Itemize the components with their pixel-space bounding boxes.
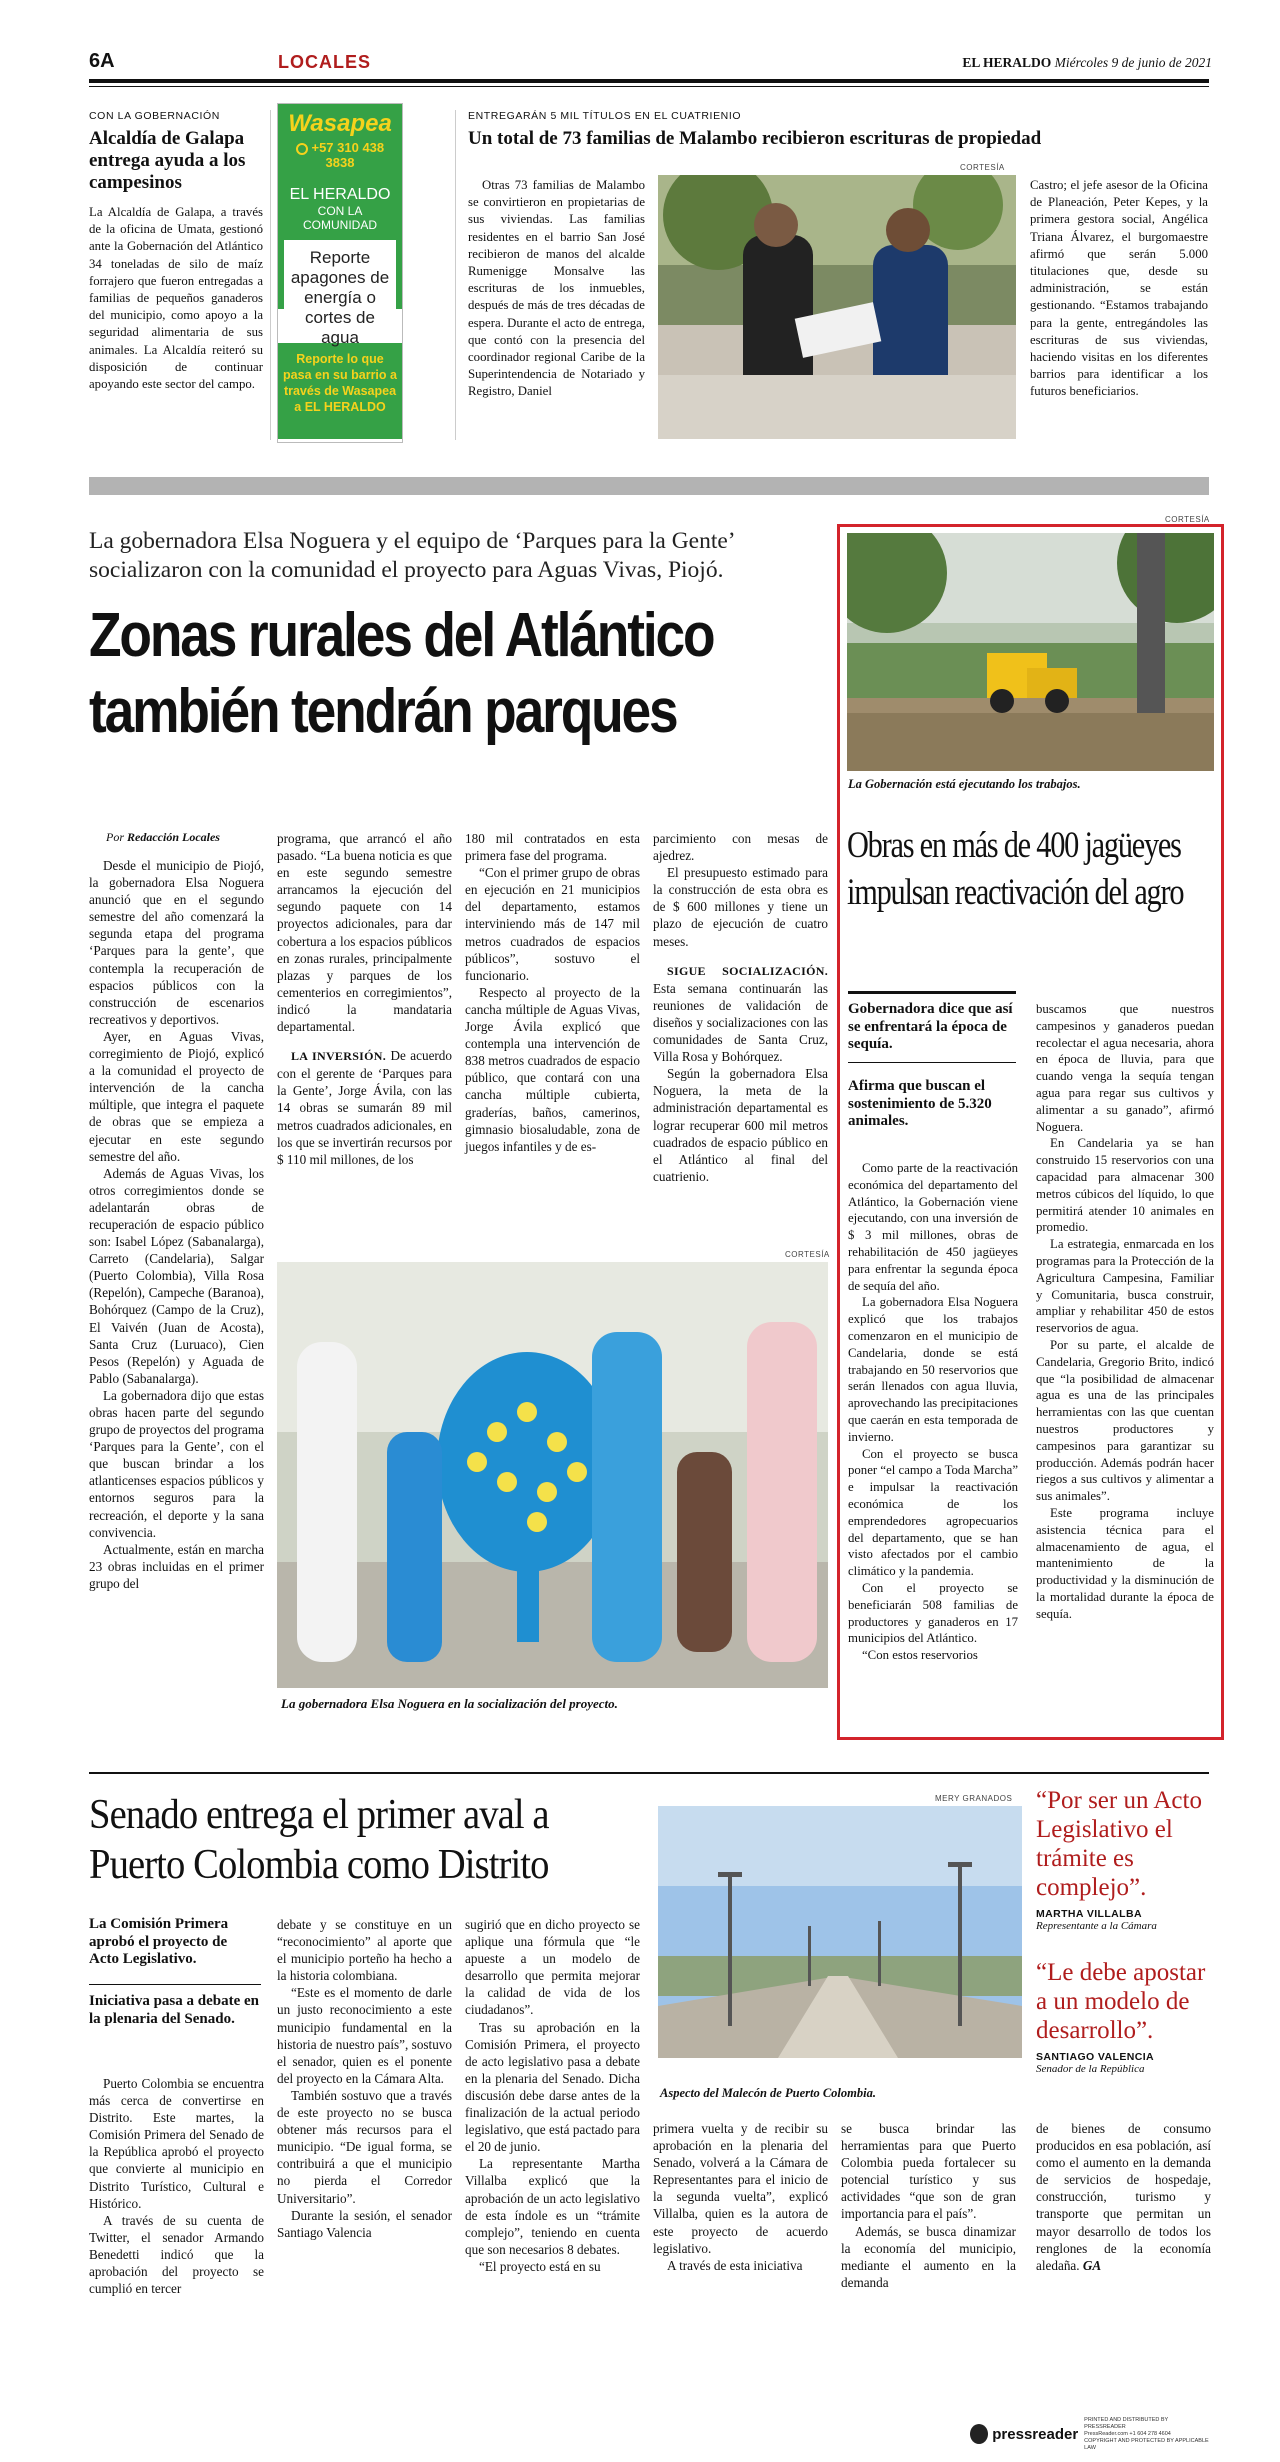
parques-col1-p: Desde el municipio de Piojó, la gobernadora Elsa Noguera anunció que en el segundo semestre del año comenzará la segunda etapa del programa ‘Parques para la gente’, que contempla la recuperación de espacios públicos con la construcción de escenarios recreativos y deportivos. [89, 858, 264, 1027]
pullquote-2 [1036, 1958, 1211, 2075]
newspaper-name: EL HERALDO [962, 55, 1052, 70]
header-rule-thin [89, 86, 1209, 87]
senado-photo-credit: MERY GRANADOS [935, 1794, 1013, 1803]
agro-photo [847, 533, 1214, 771]
byline-prefix: Por [106, 830, 124, 844]
section-separator-bar [89, 477, 1209, 495]
agro-col2-p: En Candelaria ya se han construido 15 reservorios con una capacidad para almacenar 300 metros cúbicos del líquido, lo que permitirá atender 10 animales en promedio. [1036, 1136, 1214, 1235]
galapa-kicker: CON LA GOBERNACIÓN [89, 110, 220, 122]
agro-col1-p: Con el proyecto se beneficiarán 508 familias de productores y ganaderos en 17 municipios del Atlántico. [848, 1580, 1018, 1646]
whatsapp-icon [296, 143, 308, 155]
agro-col1-p: “Con estos reservorios [862, 1648, 978, 1663]
parques-photo [277, 1262, 828, 1688]
bottom-section-rule [89, 1772, 1209, 1774]
parques-col2-subhead: LA INVERSIÓN. [291, 1049, 387, 1064]
parques-col1-p: La gobernadora dijo que estas obras hacen parte del segundo grupo de proyectos del programa ‘Parques para la Gente’, con el que buscan brindar a los atlanticenses espacios públicos y entornos seguros para la recreación, el deporte y la sana convivencia. [89, 1387, 264, 1540]
senado-summary2: Iniciativa pasa a debate en la plenaria del Senado. [89, 1993, 260, 2027]
wasapea-body: Reporte apagones de energía o cortes de agua [284, 240, 396, 338]
senado-headline: Senado entrega el primer aval a Puerto Colombia como Distrito [89, 1792, 549, 1888]
senado-col1-p: A través de su cuenta de Twitter, el senador Armando Benedetti indicó que la aprobación del proyecto se cumplió en tercer [89, 2212, 264, 2297]
agro-summary-top-rule [848, 991, 1016, 994]
malambo-photo [658, 175, 1016, 439]
parques-col1-p: Además de Aguas Vivas, los otros corregimientos donde se adelantarán obras de recuperación de espacio público son: Isabel López (Sabanalarga), Carreto (Candelaria), Salgar (Puerto Colombia), Villa Rosa (Repelón), Campeche (Baranoa), Bohórquez (Campo de la Cruz), El Vaivén (Juan de Acosta), Santa Cruz (Luruaco), Cien Pesos (Repelón) y Aguada de Pablo (Sabanalarga). [89, 1165, 264, 1386]
wasapea-banner [278, 104, 402, 347]
wasapea-phone [284, 140, 396, 170]
senado-signature: GA [1082, 2257, 1102, 2273]
senado-col3-p: Tras su aprobación en la Comisión Primera, el proyecto de acto legislativo pasa a debate en la plenaria del Senado. Dicha discusión debe darse antes de la finalización de la actual periodo legislativo, que está pactado para el 20 de junio. [465, 2019, 640, 2155]
parques-col4-sub-text: Esta semana continuarán las reuniones de validación de diseños y socializaciones con las comunidades de Santa Cruz, Villa Rosa y Bohórquez. [653, 980, 828, 1065]
malambo-article [468, 110, 1208, 150]
malambo-headline: Un total de 73 familias de Malambo recibieron escrituras de propiedad [468, 128, 1042, 149]
parques-col2-sub-paragraph [277, 1047, 452, 1168]
senado-col2-p: Durante la sesión, el senador Santiago Valencia [277, 2207, 452, 2240]
pullquote-1-name: MARTHA VILLALBA [1036, 1908, 1142, 1920]
galapa-article [89, 110, 263, 393]
parques-col3-p: “Con el primer grupo de obras en ejecución en 21 municipios del departamento, estamos interviniendo más de 147 mil metros cuadrados de espacios públicos”, sostuvo el funcionario. [465, 865, 640, 983]
agro-credit: CORTESÍA [1165, 515, 1210, 524]
issue-date: Miércoles 9 de junio de 2021 [1054, 55, 1212, 70]
pullquote-1 [1036, 1786, 1211, 1932]
agro-summary2: Afirma que buscan el sostenimiento de 5.320 animales. [848, 1078, 992, 1129]
malambo-col1 [468, 177, 645, 401]
agro-headline: Obras en más de 400 jagüeyes impulsan reactivación del agro [847, 825, 1184, 913]
agro-summary-mid-rule [848, 1062, 1016, 1063]
parques-col1-p: Actualmente, están en marcha 23 obras incluidas en el primer grupo del [89, 1541, 264, 1591]
senado-summary1: La Comisión Primera aprobó el proyecto de Acto Legislativo. [89, 1916, 229, 1967]
parques-headline: Zonas rurales del Atlántico también tendrán parques [89, 601, 714, 746]
parques-col4-p: Según la gobernadora Elsa Noguera, la meta de la administración departamental es lograr recuperar 600 mil metros cuadrados de espacio público en el Atlántico al final del cuatrienio. [653, 1066, 828, 1184]
parques-photo-caption: La gobernadora Elsa Noguera en la socialización del proyecto. [281, 1696, 618, 1711]
senado-col2-p: debate y se constituye en un “reconocimiento” al aporte que el municipio porteño ha hecho a la historia colombiana. [277, 1917, 452, 1984]
wasapea-brand: Wasapea [288, 110, 392, 137]
parques-photo-credit: CORTESÍA [785, 1250, 830, 1259]
senado-col2-p: “Este es el momento de darle un justo reconocimiento a este municipio fundamental en la historia de nuestro país”, sostuvo el senador, quien es el ponente del proyecto en la Cámara Alta. [277, 1985, 452, 2086]
agro-col2-p: Este programa incluye asistencia técnica para el almacenamiento de agua, el mantenimiento de la productividad y la disminución de la mortalidad durante la época de sequía. [1036, 1505, 1214, 1621]
pullquote-2-name: SANTIAGO VALENCIA [1036, 2051, 1155, 2063]
senado-col4-p: primera vuelta y de recibir su aprobación en la plenaria del Senado, volverá a la Cámara de Representantes para el inicio de la segunda vuelta”, explicó Villalba, quien es la autora de este proyecto de acuerdo legislativo. [653, 2121, 828, 2256]
parques-col4-subhead: SIGUE SOCIALIZACIÓN. [667, 963, 828, 978]
wasapea-ad[interactable] [277, 103, 403, 443]
top-column-divider-2 [455, 110, 456, 440]
pressreader-brand: pressreader [992, 2425, 1079, 2443]
wasapea-cta: Reporte lo que pasa en su barrio a través de Wasapea a EL HERALDO [278, 343, 402, 439]
parques-deck: La gobernadora Elsa Noguera y el equipo de ‘Parques para la Gente’ socializaron con la comunidad el proyecto para Aguas Vivas, Piojó. [89, 528, 734, 583]
parques-col4 [653, 830, 828, 1185]
senado-col3-p: La representante Martha Villalba explicó que la aprobación de un acto legislativo de esta índole es un “trámite complejo”, teniendo en cuenta que son necesarios 8 debates. [465, 2156, 640, 2257]
wasapea-phone-number: +57 310 438 3838 [311, 140, 385, 170]
senado-col4 [653, 2120, 828, 2274]
top-column-divider-1 [270, 110, 271, 440]
parques-col2-p: programa, que arrancó el año pasado. “La buena noticia es que en este segundo semestre arrancamos la ejecución del segundo paquete con 14 proyectos adicionales, para dar cobertura a los espacios públicos en zonas rurales, principalmente plazas y parques de los cementerios en corregimientos”, indicó la mandataria departamental. [277, 831, 452, 1035]
senado-col5 [841, 2120, 1016, 2291]
parques-col2-sub-text: De acuerdo con el gerente de ‘Parques para la Gente’, Jorge Ávila, con las 14 obras se sumarán 89 mil metros cuadrados adicionales, en los que se invertirán recursos por $ 110 mil millones, de los [277, 1048, 452, 1167]
page-number: 6A [89, 50, 115, 72]
pullquote-1-text: “Por ser un Acto Legislativo el trámite es complejo”. [1036, 1787, 1202, 1901]
fine-line-3: COPYRIGHT AND PROTECTED BY APPLICABLE LAW [1084, 2437, 1209, 2451]
parques-col3 [465, 830, 640, 1155]
malambo-col2 [1030, 177, 1208, 401]
malambo-col1-text: Otras 73 familias de Malambo se convirtieron en propietarias de sus viviendas. Las familias residentes en el barrio San José recibieron de manos del alcalde Rumenigge Monsalve las escrituras de los inmuebles, después de más de tres décadas de espera. Durante el acto de entrega, que contó con la presencia del coordinador regional Caribe de la Superintendencia de Notariado y Registro, Daniel [468, 178, 645, 399]
agro-col2-p: buscamos que nuestros campesinos y ganaderos puedan recolectar el agua necesaria, ahora en época de lluvia, para que cuando venga la sequía tengan agua para regar sus cultivos y alimentar a su ganado”, afirmó Noguera. [1036, 1002, 1214, 1134]
malambo-col2-text: Castro; el jefe asesor de la Oficina de Planeación, Peter Kepes, y la primera gestora social, Angélica Triana Álvarez, el burgomaestre afirmó que serán 5.000 titulaciones que, desde su administración, se están gestionando. “Estamos trabajando para la gente, entregándoles las escrituras de sus viviendas, haciendo visitas en los diferentes barrios para identificar a los futuros beneficiarios. [1030, 178, 1208, 399]
senado-photo [658, 1806, 1022, 2058]
pullquote-2-text: “Le debe apostar a un modelo de desarrollo”. [1036, 1959, 1206, 2044]
agro-col1-p: Con el proyecto se busca poner “el campo a Toda Marcha” e impulsar la reactivación económica de los emprendedores agropecuarios del departamento, que se han visto afectados por el cambio climático y la pandemia. [848, 1446, 1018, 1579]
agro-col2-p: La estrategia, enmarcada en los programas para la Protección de la Agricultura Campesina, Familiar y Comunitaria, busca construir, ampliar y rehabilitar 450 de estos reservorios de agua. [1036, 1237, 1214, 1336]
pullquote-1-role: Representante a la Cámara [1036, 1920, 1157, 1932]
pressreader-logo-icon [970, 2424, 988, 2444]
senado-col6-p: de bienes de consumo producidos en esa población, así como el aumento en la demanda de servicios de hospedaje, construcción, turismo y transporte que permitan un mayor desarrollo de todos los renglones de la economía aledaña. [1036, 2121, 1211, 2273]
senado-col5-p: se busca brindar las herramientas para que Puerto Colombia pueda fortalecer su potencial turístico y sus actividades “que son de gran importancia para el país”. [841, 2121, 1016, 2222]
agro-col1-p: La gobernadora Elsa Noguera explicó que los trabajos comenzaron en el municipio de Candelaria, donde se está trabajando en 50 reservorios que serán llenados con agua lluvia, aprovechando las precipitaciones que caerán en esta temporada de invierno. [848, 1295, 1018, 1444]
senado-col4-p: A través de esta iniciativa [667, 2257, 803, 2273]
parques-col1 [89, 857, 264, 1592]
senado-col6 [1036, 2120, 1211, 2274]
pressreader-fineprint [1084, 2417, 1210, 2452]
senado-col3 [465, 1916, 640, 2275]
parques-col2 [277, 830, 452, 1168]
header-rule [89, 79, 1209, 83]
senado-col1 [89, 2075, 264, 2297]
malambo-photo-credit: CORTESÍA [960, 163, 1005, 172]
senado-col6-paragraph [1036, 2120, 1211, 2274]
senado-col2 [277, 1916, 452, 2241]
agro-col2-p: Por su parte, el alcalde de Candelaria, Gregorio Brito, indicó que “la posibilidad de almacenar agua es una de las principales herramientas con las que cuentan nuestros productores y campesinos para garantizar su producción. Además podrán hacer riegos a sus cultivos y alimentar a sus animales”. [1036, 1337, 1214, 1504]
galapa-body [89, 204, 263, 393]
parques-col4-p: El presupuesto estimado para la construcción de esta obra es de $ 600 millones y tiene un plazo de ejecución de cuatro meses. [653, 865, 828, 949]
agro-summary1: Gobernadora dice que así se enfrentará la época de sequía. [848, 1001, 1013, 1052]
fine-line-1: PRINTED AND DISTRIBUTED BY PRESSREADER [1084, 2416, 1169, 2430]
byline-author: Redacción Locales [127, 830, 220, 844]
fine-line-2: PressReader.com +1 604 278 4604 [1084, 2430, 1171, 2437]
parques-col3-p: 180 mil contratados en esta primera fase del programa. [465, 831, 640, 864]
parques-byline [106, 830, 220, 845]
malambo-kicker: ENTREGARÁN 5 MIL TÍTULOS EN EL CUATRIENIO [468, 110, 742, 122]
senado-col3-p: “El proyecto está en su [479, 2258, 601, 2274]
senado-summary-rule [89, 1984, 261, 1985]
galapa-headline: Alcaldía de Galapa entrega ayuda a los campesinos [89, 128, 246, 193]
wasapea-line1: EL HERALDO [289, 186, 391, 203]
galapa-paragraph: La Alcaldía de Galapa, a través de la oficina de Umata, gestionó ante la Gobernación del Atlántico 34 toneladas de silo de maíz forrajero que fueron entregadas a familias de pequeños ganaderos del municipio, como apoyo a la seguridad alimentaria de sus animales. La Alcaldía reiteró su disposición de continuar apoyando este sector del campo. [89, 205, 263, 392]
senado-col5-p: Además, se busca dinamizar la economía del municipio, mediante el aumento en la demanda [841, 2223, 1016, 2290]
wasapea-line2: CON LA COMUNIDAD [303, 204, 377, 232]
agro-photo-caption: La Gobernación está ejecutando los trabajos. [848, 777, 1081, 791]
senado-col2-p: También sostuvo que a través de este proyecto no se busca obtener más recursos para el municipio. “De igual forma, se contribuirá a que el municipio no pierda el Corredor Universitario”. [277, 2087, 452, 2206]
parques-col3-p: Respecto al proyecto de la cancha múltiple de Aguas Vivas, Jorge Ávila explicó que contempla una intervención de 838 metros cuadrados de espacio público, que contará con una cancha múltiple cubierta, graderías, baños, camerinos, gimnasio biosaludable, zona de juegos infantiles y de es- [465, 984, 640, 1154]
section-name: LOCALES [278, 52, 372, 72]
senado-col3-p: sugirió que en dicho proyecto se aplique una fórmula que “le apueste a un modelo de desarrollo que permita mejorar la calidad de vida de los ciudadanos”. [465, 1917, 640, 2018]
agro-col2 [1036, 1001, 1214, 1622]
pullquote-2-role: Senador de la República [1036, 2063, 1145, 2075]
agro-col1 [848, 1160, 1018, 1664]
pressreader-footer[interactable] [970, 2416, 1210, 2451]
parques-col4-p: parcimiento con mesas de ajedrez. [653, 831, 828, 864]
masthead-info [962, 55, 1212, 71]
parques-col4-sub-paragraph [653, 962, 828, 1066]
senado-photo-caption: Aspecto del Malecón de Puerto Colombia. [660, 2086, 876, 2100]
senado-col1-p: Puerto Colombia se encuentra más cerca de convertirse en Distrito. Este martes, la Comisión Primera del Senado de la República aprobó el proyecto que convierte al municipio en Distrito Turístico, Cultural e Histórico. [89, 2076, 264, 2211]
parques-col1-p: Ayer, en Aguas Vivas, corregimiento de Piojó, explicó a la comunidad el proyecto de intervención de la cancha múltiple, que integra el paquete de obras que se empieza a ejecutar en este segundo semestre del año. [89, 1028, 264, 1164]
agro-col1-p: Como parte de la reactivación económica del departamento del Atlántico, la Gobernación viene ejecutando, con una inversión de $ 3 mil millones, obras de rehabilitación de 450 jagüeyes para enfrentar la segunda época de sequía del año. [848, 1161, 1018, 1293]
